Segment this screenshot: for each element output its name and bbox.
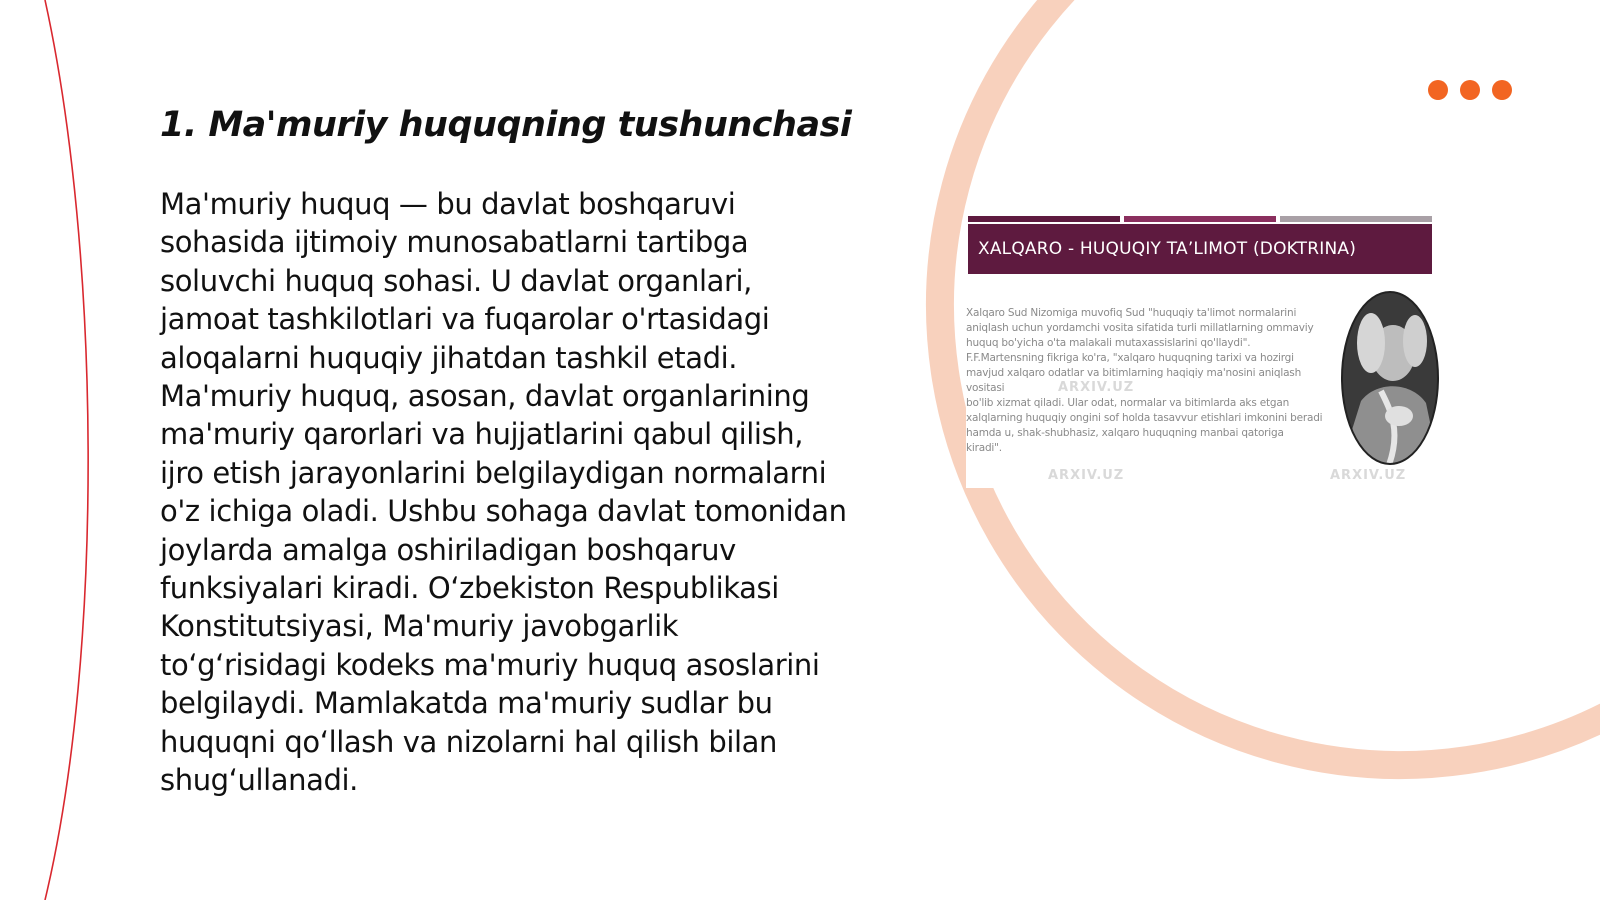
thumbnail-tab — [1280, 216, 1432, 222]
more-dots-icon — [1428, 80, 1512, 100]
watermark: ARXIV.UZ — [1058, 380, 1135, 395]
thumbnail-text-line: aniqlash uchun yordamchi vosita sifatida turli millatlarning ommaviy — [966, 322, 1314, 334]
thumbnail-text-line: huquq bo'yicha o'ta malakali mutaxassislarini qo'llaydi". — [966, 337, 1251, 349]
left-curve-line — [45, 0, 88, 900]
thumbnail-text-line: F.F.Martensning fikriga ko'ra, "xalqaro huquqning tarixi va hozirgi — [966, 352, 1294, 364]
thumbnail-header: XALQARO - HUQUQIY TA’LIMOT (DOKTRINA) — [968, 224, 1432, 274]
thumbnail-text-line: bo'lib xizmat qiladi. Ular odat, normalar va bitimlarda aks etgan — [966, 397, 1290, 409]
thumbnail-text-line: vositasi — [966, 382, 1005, 394]
slide-body-text: Ma'muriy huquq — bu davlat boshqaruvi sohasida ijtimoiy munosabatlarni tartibga soluvchi huquq sohasi. U davlat organlari, jamoat tashkilotlari va fuqarolar o'rtasidagi aloqalarni huquqiy jihatdan tashkil etadi. Ma'muriy huquq, asosan, davlat organlarining ma'muriy qarorlari va hujjatlarini qabul qilish, ijro etish jarayonlarini belgilaydigan normalarni o'z ichiga oladi. Ushbu sohaga davlat tomonidan joylarda amalga oshiriladigan boshqaruv funksiyalari kiradi. O‘zbekiston Respublikasi Konstitutsiyasi, Ma'muriy javobgarlik to‘g‘risidagi kodeks ma'muriy huquq asoslarini belgilaydi. Mamlakatda ma'muriy sudlar bu huquqni qo‘llash va nizolarni hal qilish bilan shug‘ullanadi. — [160, 187, 847, 798]
thumbnail-text-line: Xalqaro Sud Nizomiga muvofiq Sud "huquqiy ta'limot normalarini — [966, 307, 1297, 319]
portrait-image — [1341, 291, 1439, 465]
thumbnail-text-line: xalqlarning huquqiy ongini sof holda tasavvur etishlari imkonini beradi — [966, 412, 1323, 424]
watermark: ARXIV.UZ — [1330, 468, 1407, 483]
thumbnail-text — [966, 306, 1346, 456]
thumbnail-text-line: mavjud xalqaro odatlar va bitimlarning haqiqiy ma'nosini aniqlash — [966, 367, 1302, 379]
thumbnail-tab — [1124, 216, 1276, 222]
thumbnail-text-line: kiradi". — [966, 442, 1002, 454]
thumbnail-tab-bars — [968, 216, 1432, 222]
watermark: ARXIV.UZ — [1048, 468, 1125, 483]
thumbnail-text-line: hamda u, shak-shubhasiz, xalqaro huquqning manbai qatoriga — [966, 427, 1284, 439]
thumbnail-tab — [968, 216, 1120, 222]
embedded-slide-thumbnail — [966, 216, 1436, 488]
slide-title: 1. Ma'muriy huquqning tushunchasi — [160, 105, 852, 145]
